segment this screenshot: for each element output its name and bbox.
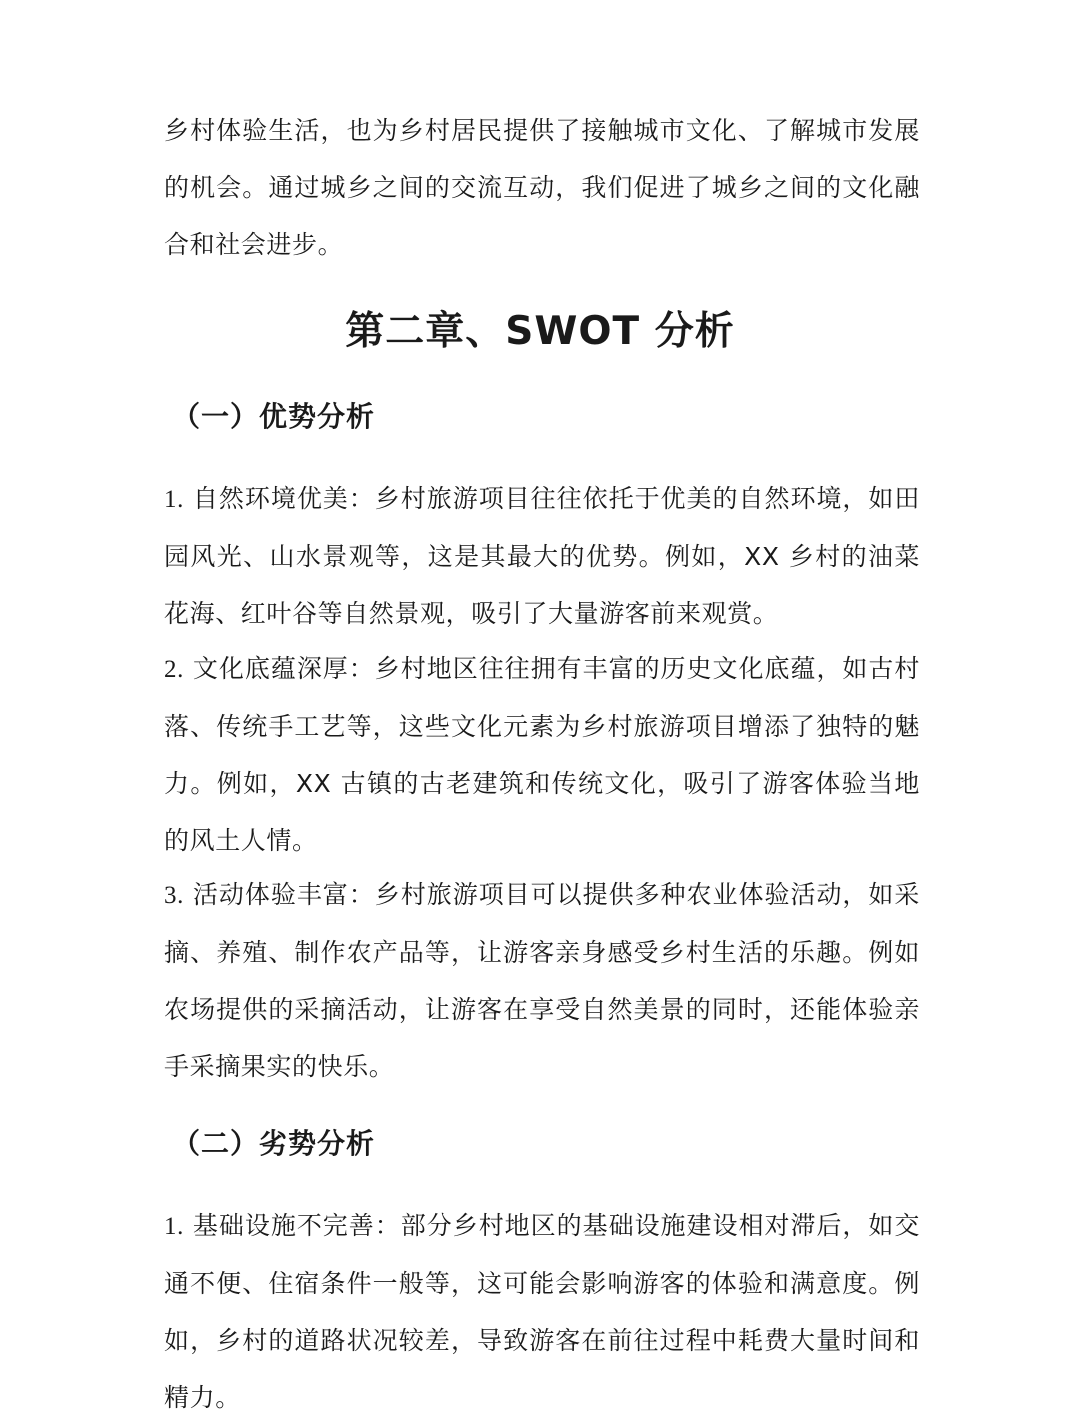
list-item-text: 文化底蕴深厚：乡村地区往往拥有丰富的历史文化底蕴，如古村落、传统手工艺等，这些文化元素为乡村旅游项目增添了独特的魅力。例如，XX 古镇的古老建筑和传统文化，吸引了游客体验当地的风土人情。: [164, 654, 920, 855]
intro-paragraph: 乡村体验生活，也为乡村居民提供了接触城市文化、了解城市发展的机会。通过城乡之间的交流互动，我们促进了城乡之间的文化融合和社会进步。: [164, 116, 920, 259]
chapter-title: 第二章、SWOT 分析: [345, 309, 735, 354]
list-item-text: 基础设施不完善：部分乡村地区的基础设施建设相对滞后，如交通不便、住宿条件一般等，这可能会影响游客的体验和满意度。例如，乡村的道路状况较差，导致游客在前往过程中耗费大量时间和精力。: [164, 1211, 920, 1412]
list-item: [164, 470, 920, 642]
list-item-number: 1.: [164, 1213, 184, 1240]
list-item-number: 3.: [164, 882, 184, 909]
section-heading-weaknesses: （二）劣势分析: [172, 1127, 376, 1160]
list-item-number: 2.: [164, 656, 184, 683]
list-item-number: 1.: [164, 486, 184, 513]
list-item: [164, 866, 920, 1095]
list-item: [164, 1197, 920, 1426]
list-item-text: 活动体验丰富：乡村旅游项目可以提供多种农业体验活动，如采摘、养殖、制作农产品等，让游客亲身感受乡村生活的乐趣。例如农场提供的采摘活动，让游客在享受自然美景的同时，还能体验亲手采摘果实的快乐。: [164, 880, 920, 1081]
list-item: [164, 640, 920, 869]
list-item-text: 自然环境优美：乡村旅游项目往往依托于优美的自然环境，如田园风光、山水景观等，这是其最大的优势。例如，XX 乡村的油菜花海、红叶谷等自然景观，吸引了大量游客前来观赏。: [164, 484, 920, 628]
section-heading-strengths: （一）优势分析: [172, 400, 376, 433]
